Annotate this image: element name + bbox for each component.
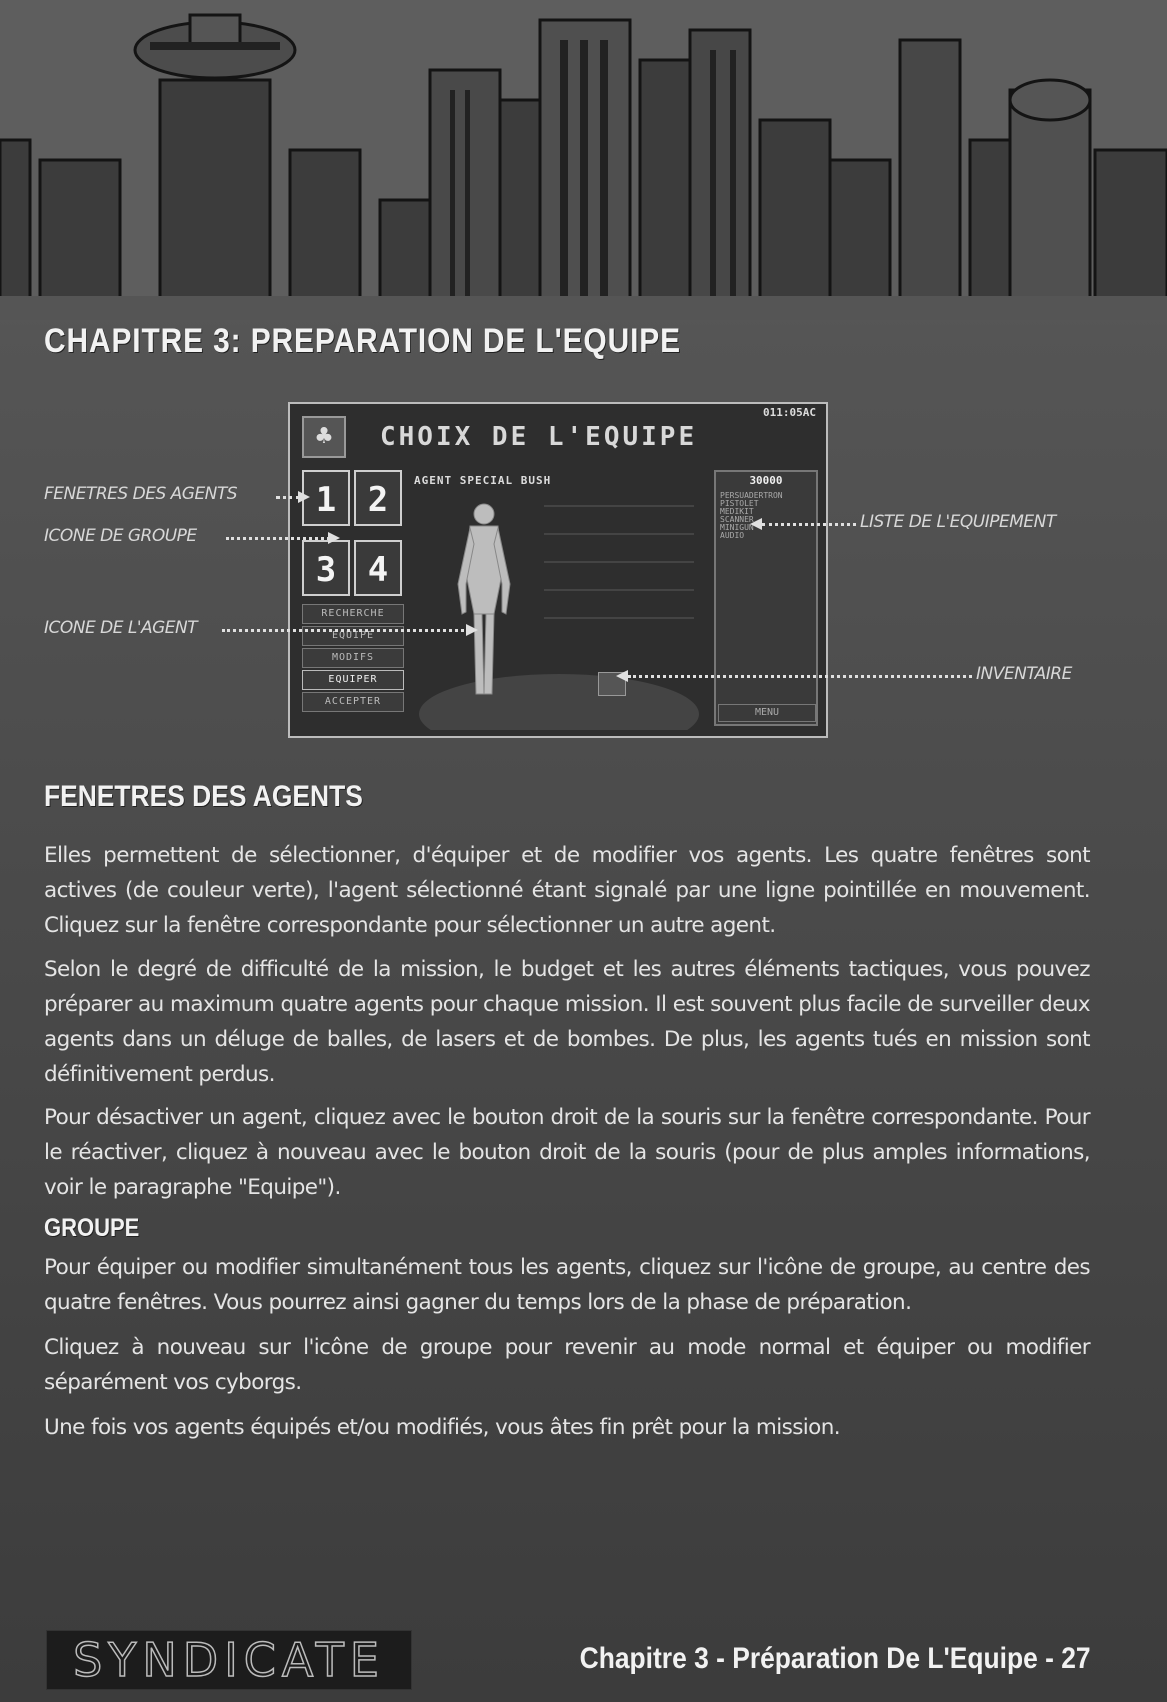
- agent-figure: [414, 494, 704, 730]
- agent-window-2[interactable]: 2: [354, 470, 402, 526]
- paragraph-2: Selon le degré de difficulté de la mission, le budget et les autres éléments tactiques, vous pouvez préparer au maximum quatre agents pour chaque mission. Il est souvent plus facile de surveiller deux agents dans un déluge de balles, de lasers et de bombes. De plus, les agents tués en mission sont définitivement perdus.: [44, 957, 1090, 1087]
- group-paragraph-1: Pour équiper ou modifier simultanément tous les agents, cliquez sur l'icône de groupe, au centre des quatre fenêtres. Vous pourrez ainsi gagner du temps lors de la phase de préparation.: [44, 1255, 1090, 1315]
- callout-arrow-icon: [466, 624, 478, 636]
- callout-equipment-list-line: [762, 523, 856, 526]
- paragraph-1: Elles permettent de sélectionner, d'équiper et de modifier vos agents. Les quatre fenêtres sont actives (de couleur verte), l'agent sélectionné étant signalé par une ligne pointillée en mouvement. Cliquez sur la fenêtre correspondante pour sélectionner un autre agent.: [44, 843, 1090, 938]
- callout-equipment-list: LISTE DE L'EQUIPEMENT: [860, 512, 1056, 532]
- callout-agent-windows-line: [276, 496, 300, 499]
- callout-group-icon: ICONE DE GROUPE: [44, 526, 197, 546]
- menu-button[interactable]: MENU: [718, 704, 816, 722]
- section-title: FENETRES DES AGENTS: [44, 780, 363, 813]
- page-footer-label: Chapitre 3 - Préparation De L'Equipe - 27: [580, 1642, 1091, 1675]
- callout-arrow-icon: [616, 670, 628, 682]
- callout-agent-windows: FENETRES DES AGENTS: [44, 484, 238, 504]
- emblem-icon: ♣: [314, 424, 334, 449]
- equipment-item[interactable]: AUDIO: [720, 531, 745, 540]
- agent-name-header: AGENT SPECIAL BUSH: [414, 474, 552, 487]
- equipment-list: [720, 492, 783, 540]
- callout-arrow-icon: [298, 491, 310, 503]
- syndicate-emblem: [302, 416, 346, 458]
- mods-button[interactable]: MODIFS: [302, 648, 404, 668]
- equipment-item[interactable]: MEDIKIT: [720, 507, 754, 516]
- mission-code: 011:05AC: [763, 406, 816, 419]
- chapter-title: CHAPITRE 3: PREPARATION DE L'EQUIPE: [44, 322, 681, 360]
- credits-display: 30000: [749, 474, 783, 487]
- equipment-item[interactable]: MINIGUN: [720, 523, 754, 532]
- agent-window-3[interactable]: 3: [302, 540, 350, 596]
- equipment-item[interactable]: PERSUADERTRON: [720, 491, 783, 500]
- subsection-title: GROUPE: [44, 1214, 140, 1242]
- equip-button[interactable]: EQUIPER: [302, 670, 404, 690]
- agent-window-4[interactable]: 4: [354, 540, 402, 596]
- callout-inventory-line: [628, 675, 972, 678]
- accept-button[interactable]: ACCEPTER: [302, 692, 404, 712]
- group-paragraph-3: Une fois vos agents équipés et/ou modifiés, vous âtes fin prêt pour la mission.: [44, 1415, 840, 1440]
- equipment-item[interactable]: SCANNER: [720, 515, 754, 524]
- screen-title: CHOIX DE L'EQUIPE: [380, 422, 698, 452]
- callout-inventory: INVENTAIRE: [976, 664, 1072, 684]
- callout-arrow-icon: [750, 518, 762, 530]
- paragraph-3: Pour désactiver un agent, cliquez avec le bouton droit de la souris sur la fenêtre correspondante. Pour le réactiver, cliquez à nouveau avec le bouton droit de la souris (pour de plus amples informations, voir le paragraphe "Equipe").: [44, 1105, 1090, 1200]
- team-button[interactable]: EQUIPE: [302, 626, 404, 646]
- group-paragraph-2: Cliquez à nouveau sur l'icône de groupe pour revenir au mode normal et équiper ou modifier séparément vos cyborgs.: [44, 1335, 1090, 1395]
- team-selection-screenshot: [288, 402, 828, 738]
- research-button[interactable]: RECHERCHE: [302, 604, 404, 624]
- city-skyline-illustration: [0, 0, 1167, 320]
- callout-group-icon-line: [226, 537, 330, 540]
- equipment-item[interactable]: PISTOLET: [720, 499, 759, 508]
- callout-arrow-icon: [328, 532, 340, 544]
- callout-agent-icon: ICONE DE L'AGENT: [44, 618, 198, 638]
- equipment-list-panel: [714, 470, 818, 726]
- agent-window-1[interactable]: 1: [302, 470, 350, 526]
- syndicate-logo: SYNDICATE: [46, 1630, 412, 1690]
- callout-agent-icon-line: [222, 629, 470, 632]
